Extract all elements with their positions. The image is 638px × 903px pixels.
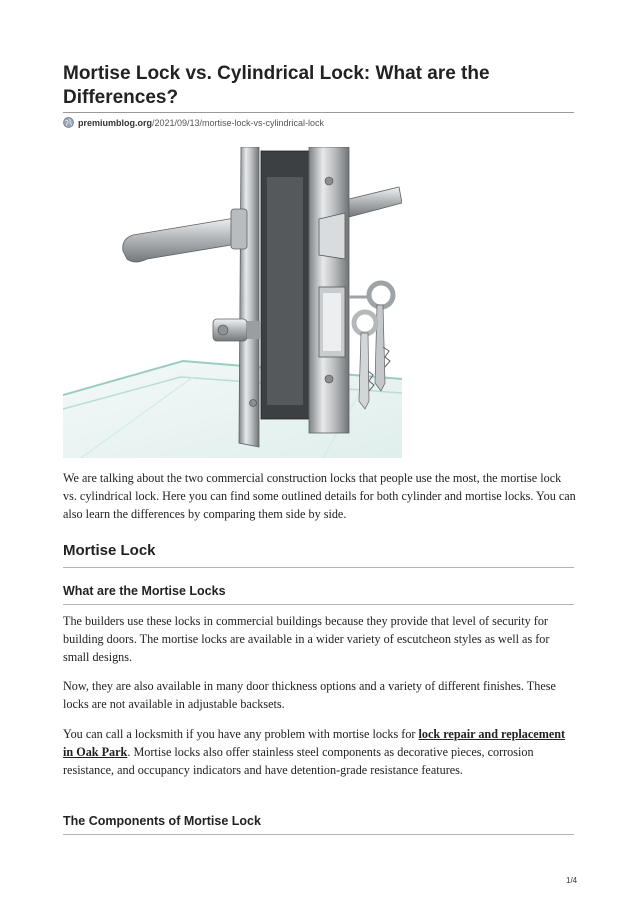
source-path[interactable]: /2021/09/13/mortise-lock-vs-cylindrical-lock <box>152 118 325 128</box>
subheading-divider <box>63 604 574 605</box>
globe-icon <box>63 117 74 128</box>
mortise-paragraph-2: Now, they are also available in many door thickness options and a variety of different finishes. These locks are not available in adjustable backsets. <box>63 679 556 711</box>
subheading-divider-2 <box>63 834 574 835</box>
mortise-paragraph-1: The builders use these locks in commercial buildings because they provide that level of security for building doors. The mortise locks are available in a wider variety of escutcheon styles as well as for small designs. <box>63 614 550 664</box>
page-number: 1/4 <box>566 876 578 885</box>
mortise-lock-photo <box>63 147 402 458</box>
paragraph-3-text-start: You can call a locksmith if you have any problem with mortise locks for <box>63 727 419 741</box>
section-heading-mortise-lock: Mortise Lock <box>63 542 156 559</box>
article-title: Mortise Lock vs. Cylindrical Lock: What are the Differences? <box>63 63 490 108</box>
section-divider <box>63 567 574 568</box>
mortise-paragraph-3 <box>63 725 577 779</box>
subheading-what-are-mortise-locks: What are the Mortise Locks <box>63 584 226 598</box>
subheading-components: The Components of Mortise Lock <box>63 814 261 828</box>
source-line <box>63 116 324 130</box>
paragraph-3-text-end: . Mortise locks also offer stainless steel components as decorative pieces, corrosion resistance, and occupancy indicators and have detention-grade resistance features. <box>63 745 534 777</box>
lock-repair-link[interactable]: lock repair and replacement in Oak Park <box>63 727 566 759</box>
intro-paragraph: We are talking about the two commercial construction locks that people use the most, the mortise lock vs. cylindrical lock. Here you can find some outlined details for both cylinder and mortise locks. You can also learn the differences by comparing them side by side. <box>63 471 576 521</box>
title-divider <box>63 112 574 113</box>
source-host[interactable]: premiumblog.org <box>78 118 152 128</box>
